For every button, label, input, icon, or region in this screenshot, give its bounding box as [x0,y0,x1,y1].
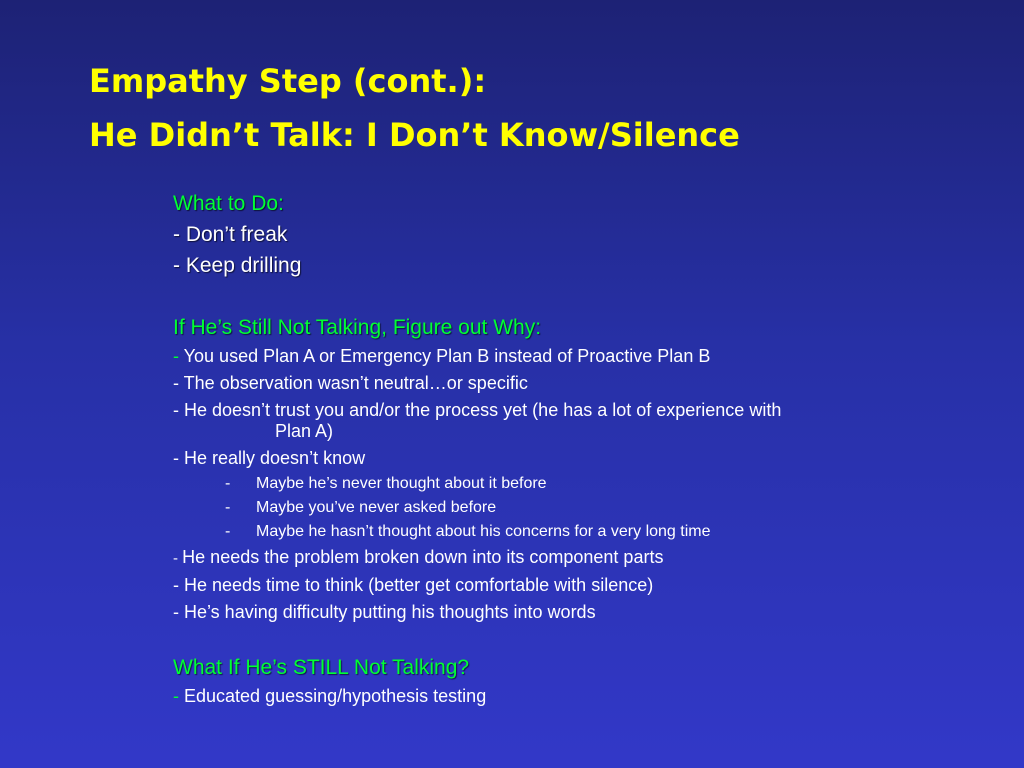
list-item-keep-drilling: - Keep drilling [173,254,302,277]
green-dash: - [173,686,179,706]
sub-list-text: Maybe you’ve never asked before [256,499,497,516]
list-item-text-line-2: Plan A) [275,421,334,441]
list-item-trust [173,397,993,445]
spacer [173,626,993,652]
list-item-dont-freak: - Don’t freak [173,223,288,246]
sub-list-dash: - [225,475,231,492]
section-heading-still-not-talking: What If He’s STILL Not Talking? [173,656,470,679]
list-item-difficulty: - He’s having difficulty putting his thoughts into words [173,602,596,622]
green-dash: - [173,346,179,366]
sub-list-item [173,496,993,520]
list-item-plan-a [173,343,993,370]
title-line-1: Empathy Step (cont.): [89,62,487,100]
slide-body [173,188,993,710]
list-item-really-doesnt-know: - He really doesn’t know [173,448,366,468]
slide-title [89,54,740,162]
list-item-component-parts [173,544,993,572]
list-item-time-to-think: - He needs time to think (better get comfortable with silence) [173,575,654,595]
sub-list-item [173,472,993,496]
sub-list-item [173,520,993,544]
sub-list-text: Maybe he hasn’t thought about his concerns for a very long time [256,523,711,540]
section-heading-what-to-do: What to Do: [173,192,284,215]
list-item-text: Educated guessing/hypothesis testing [179,686,487,706]
list-item-text-line-1: - He doesn’t trust you and/or the process yet (he has a lot of experience with [173,400,782,420]
sub-list-text: Maybe he’s never thought about it before [256,475,547,492]
title-line-2: He Didn’t Talk: I Don’t Know/Silence [89,116,740,154]
sub-list-dash: - [225,523,231,540]
sub-list-dash: - [225,499,231,516]
list-item-text: You used Plan A or Emergency Plan B instead of Proactive Plan B [179,346,711,366]
list-item-observation: - The observation wasn’t neutral…or specific [173,373,528,393]
list-item-text: He needs the problem broken down into its component parts [182,547,664,567]
list-item-dash: - [173,550,183,567]
list-item-educated-guessing [173,683,993,710]
spacer [173,281,993,312]
section-heading-figure-out-why: If He’s Still Not Talking, Figure out Why: [173,316,542,339]
